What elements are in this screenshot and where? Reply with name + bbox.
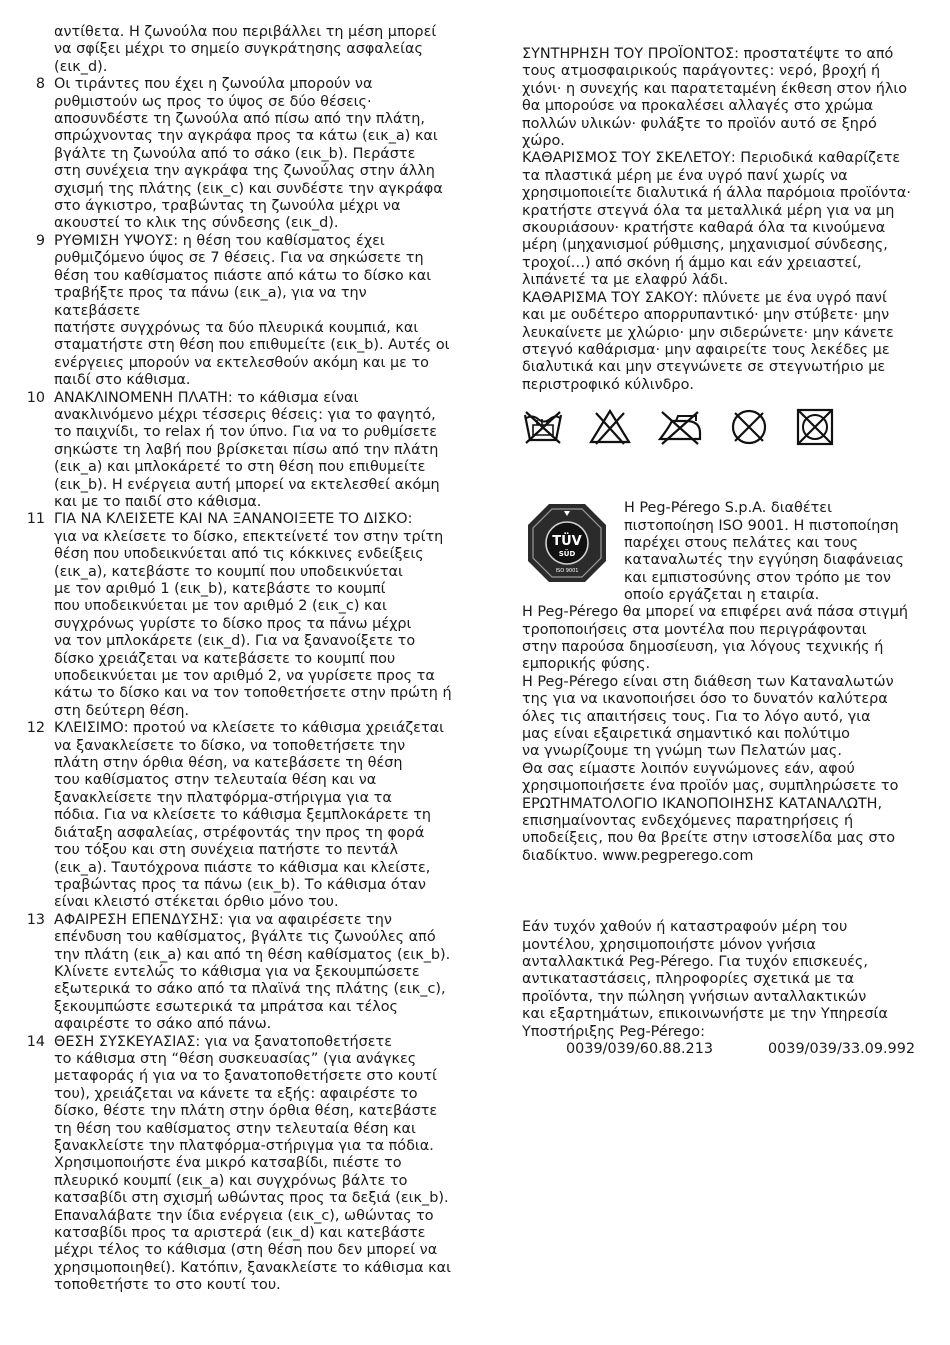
text-line: με τον αριθμό 1 (εικ_b), κατεβάστε το κουμπί [54,581,386,597]
text-line: επένδυση του καθίσματος, βγάλτε τις ζωνούλες από [54,929,436,946]
item-number: 12 [26,720,45,737]
text-line: χρησιμοποιηθεί). Κατόπιν, ξανακλείστε το κάθισμα και [54,1259,451,1276]
text-line: περιστροφικό κύλινδρο. [522,376,694,393]
text-line: να ξανακλείσετε το δίσκο, να τοποθετήσετε την [54,737,406,754]
text-line: ρυθμιστούν ως προς το ύψος σε δύο θέσεις· [54,93,372,110]
text-line: δίσκο χρειάζεται να κατεβάσετε το κουμπί που [54,650,396,667]
text-line: πλάτη στην όρθια θέση, να κατεβάσετε τη θέση [54,755,403,772]
logo-standard: ISO 9001 [555,568,579,575]
text-line: σταματήστε στη θέση που επιθυμείτε (εικ_b). Αυτές οι [54,337,450,354]
text-line: πόδια. Για να κλείσετε το κάθισμα ξεμπλοκάρετε τη [54,807,432,824]
text-line: (εικ_a), κατεβάστε το κουμπί που υποδεικνύεται [54,563,403,580]
text-line: υποδείξεις, που θα βρείτε στην ιστοσελίδα μας στο [522,830,896,847]
text-line: βγάλτε τη ζωνούλα από το σάκο (εικ_b). Περάστε [54,145,416,162]
text-line: το παιχνίδι, το relax ή τον ύπνο. Για να το ρυθμίσετε [54,424,437,441]
tuv-sud-logo [526,502,608,584]
text-line: θέση του καθίσματος πιάστε από κάτω το δίσκο και [54,267,432,284]
instruction-item [24,1034,456,1295]
no-wash-icon [522,407,564,447]
text-line: δίσκο, θέστε την πλάτη στην όρθια θέση, κατεβάστε [54,1103,438,1120]
spare-parts-text [522,919,918,1041]
text-line: (εικ_a). Ταυτόχρονα πιάστε το κάθισμα και κλείστε, [54,859,431,876]
text-line: θα μπορούσε να προκαλέσει αλλαγές στο χρώμα [522,98,874,115]
text-line: κάτω το δίσκο και να τον τοποθετήσετε στην πρώτη ή [54,685,452,702]
text-line: Οι τιράντες που έχει η ζωνούλα μπορούν να [54,76,373,93]
text-line: θέση που υποδεικνύεται από τις κόκκινες ενδείξεις [54,546,424,563]
phone-number: 0039/039/60.88.213 [566,1041,714,1058]
text-line: ΕΡΩΤΗΜΑΤΟΛΟΓΙΟ ΙΚΑΝΟΠΟΙΗΣΗΣ ΚΑΤΑΝΑΛΩΤΗ, [522,795,883,812]
text-line: κρατήστε στεγνά όλα τα μεταλλικά μέρη για να μη [522,202,895,219]
text-line: του), χρειάζεται να κάνετε τα εξής: αφαιρέστε το [54,1085,418,1102]
text-line: χώρο. [522,133,565,150]
text-line: στο άγκιστρο, τραβώντας τη ζωνούλα μέχρι να [54,198,401,215]
instruction-item [24,233,456,390]
text-line: να γνωρίζουμε τη γνώμη των Πελατών μας. [522,743,842,760]
text-line: και με ουδέτερο απορρυπαντικό· μην στύβετε· μην [522,307,890,324]
text-line: ξανακλείσετε την πλατφόρμα-στήριγμα για τα [54,789,392,806]
text-line: στη δεύτερη θέση. [54,702,190,719]
text-line: χρησιμοποιείτε διαλυτικά ή άλλα παρόμοια προϊόντα· [522,185,911,202]
text-line: ΚΑΘΑΡΙΣΜΑ ΤΟΥ ΣΑΚΟΥ: πλύνετε με ένα υγρό πανί [522,289,887,306]
left-column [24,24,456,1295]
logo-brand: TÜV [552,534,582,550]
intro-text [24,24,456,76]
text-line: ΑΦΑΙΡΕΣΗ ΕΠΕΝΔΥΣΗΣ: για να αφαιρέσετε την [54,911,392,928]
text-line: της για να ικανοποιήσει όσο το δυνατόν καλύτερα [522,691,888,708]
text-line: ΣΥΝΤΗΡΗΣΗ ΤΟΥ ΠΡΟΪΟΝΤΟΣ: προστατέψτε το από [522,46,894,62]
item-number: 8 [35,76,45,93]
instruction-item [24,390,456,512]
text-line: πατήστε συγχρόνως τα δύο πλευρικά κουμπιά, και [54,319,419,336]
text-line: μέρη (μηχανισμοί ρύθμισης, μηχανισμοί σύνδεσης, [522,237,888,254]
item-number: 9 [35,232,45,249]
text-line: ΡΥΘΜΙΣΗ ΥΨΟΥΣ: η θέση του καθίσματος έχει [54,232,385,249]
instruction-item [24,720,456,911]
text-line: καταναλωτές την εγγύηση διαφάνειας [624,552,904,569]
certification-text [624,500,918,604]
text-line: σχισμή της πλάτης (εικ_c) και συνδέστε την αγκράφα [54,180,443,197]
text-line: σηκώστε τη λαβή που βρίσκεται πίσω από την πλάτη [54,441,439,458]
text-line: που υποδεικνύεται με τον αριθμό 2 (εικ_c) και [54,598,387,615]
company-statement [522,604,918,865]
text-line: οποίο εργάζεται η εταιρία. [624,587,820,604]
text-line: χιόνι· η συνεχής και παρατεταμένη έκθεση στον ήλιο [522,80,908,97]
no-iron-icon [656,407,704,447]
no-bleach-icon [588,407,632,447]
text-line: ενέργειες μπορούν να εκτελεσθούν ακόμη και με το [54,354,429,371]
text-line: και με το παιδί στο κάθισμα. [54,493,262,510]
text-line: πλευρικό κουμπί (εικ_a) και συγχρόνως βάλτε το [54,1172,408,1189]
text-line: ανταλλακτικά Peg-Pérego. Για τυχόν επισκευές, [522,954,868,971]
text-line: (εικ_a) και μπλοκάρετέ το στη θέση που επιθυμείτε [54,459,426,476]
text-line: συγχρόνως γυρίστε το δίσκο προς τα πάνω μέχρι [54,615,412,632]
text-line: μέχρι τέλος το κάθισμα (στη θέση που δεν μπορεί να [54,1242,438,1259]
text-line: Η Peg-Pérego θα μπορεί να επιφέρει ανά πάσα στιγμή [522,604,908,621]
text-line: ΑΝΑΚΛΙΝΟΜΕΝΗ ΠΛΑΤΗ: το κάθισμα είναι [54,389,359,406]
text-line: στη συνέχεια την αγκράφα της ζωνούλας στην άλλη [54,163,435,180]
text-line: τοποθετήστε το στο κουτί του. [54,1277,281,1294]
text-line: επισημαίνοντας ενδεχόμενες παρατηρήσεις ή [522,813,854,829]
text-line: και εξαρτημάτων, επικοινωνήστε με την Υπηρεσία [522,1006,888,1023]
text-line: στην παρούσα δημοσίευση, για λόγους τεχνικής ή [522,638,884,655]
care-symbols [522,407,918,447]
phone-numbers [522,1041,918,1059]
text-line: Επαναλάβατε την ίδια ενέργεια (εικ_c), ωθώντας το [54,1207,434,1224]
text-line: (εικ_b). Η ενέργεια αυτή μπορεί να εκτελεσθεί ακόμη [54,476,440,493]
text-line: ρυθμιζόμενο ύψος σε 7 θέσεις. Για να σηκώσετε τη [54,250,424,267]
text-line: πιστοποίηση ISO 9001. Η πιστοποίηση [624,517,899,534]
text-line: σπρώχνοντας την αγκράφα προς τα κάτω (εικ_a) και [54,128,438,145]
instruction-list [24,76,456,1294]
text-line: τροποποιήσεις στα μοντέλα που περιγράφονται [522,621,867,638]
text-line: κατσαβίδι στη σχισμή ωθώντας προς τα δεξιά (εικ_b). [54,1190,449,1207]
text-line: Κλίνετε εντελώς το κάθισμα για να ξεκουμπώσετε [54,963,420,980]
text-line: παρέχει στους πελάτες και τους [624,534,859,551]
text-line: αντικαταστάσεις, πληροφορίες σχετικά με τα [522,971,855,988]
text-line: προϊόντα, την πώληση γνήσιων ανταλλακτικών [522,988,867,1005]
text-line: το κάθισμα στη “θέση συσκευασίας” (για ανάγκες [54,1050,417,1067]
text-line: ανακλινόμενο μέχρι τέσσερις θέσεις: για το φαγητό, [54,406,436,423]
text-line: την πλάτη (εικ_a) και από τη θέση καθίσματος (εικ_b). [54,946,451,963]
logo-sub: SÜD [558,550,576,559]
text-line: να σφίξει μέχρι το σημείο συγκράτησης ασφαλείας [54,41,423,58]
no-tumble-dry-icon [794,407,836,447]
text-line: ξανακλείστε την πλατφόρμα-στήριγμα για τα πόδια. [54,1138,434,1154]
text-line: χρησιμοποιήσετε ένα προϊόν μας, συμπληρώσετε το [522,778,899,795]
text-line: ΚΑΘΑΡΙΣΜΟΣ ΤΟΥ ΣΚΕΛΕΤΟΥ: Περιοδικά καθαρίζετε [522,150,901,167]
text-line: κατσαβίδι προς τα αριστερά (εικ_d) και κατεβάστε [54,1225,426,1242]
text-line: Υποστήριξης Peg-Pérego: [522,1023,705,1040]
text-line: να τον μπλοκάρετε (εικ_d). Για να ξανανοίξετε το [54,633,416,650]
text-line: εξωτερικά το σάκο από τα πλαϊνά της πλάτης (εικ_c), [54,981,446,998]
text-line: διαδίκτυο. www.pegperego.com [522,847,754,864]
text-line: του τόξου και στη συνέχεια πατήστε το πεντάλ [54,842,399,859]
text-line: και εμπιστοσύνης στον τρόπο με τον [624,569,891,586]
text-line: Χρησιμοποιήστε ένα μικρό κατσαβίδι, πιέστε το [54,1155,402,1172]
text-line: λιπάνετέ τα με ελαφρύ λάδι. [522,272,729,289]
text-line: τους ατμοσφαιρικούς παράγοντες: νερό, βροχή ή [522,63,881,80]
text-line: του καθίσματος στην τελευταία θέση και να [54,772,377,789]
text-line: τραβήξτε προς τα πάνω (εικ_a), για να την κατεβάσετε [54,285,367,319]
text-line: διάταξη ασφαλείας, στρέφοντάς την προς τη φορά [54,824,425,841]
text-line: ΘΕΣΗ ΣΥΣΚΕΥΑΣΙΑΣ: για να ξανατοποθετήσετε [54,1033,392,1050]
item-number: 14 [26,1033,45,1050]
text-line: παιδί στο κάθισμα. [54,372,191,389]
text-line: Η Peg-Pérego S.p.A. διαθέτει [624,500,832,517]
text-line: αφαιρέστε το σάκο από πάνω. [54,1016,272,1033]
text-line: Η Peg-Pérego είναι στη διάθεση των Καταναλωτών [522,673,894,690]
item-number: 10 [26,389,45,406]
text-line: τραβώντας προς τα πάνω (εικ_b). Το κάθισμα όταν [54,876,426,893]
text-line: είναι κλειστό στέκεται όρθιο μόνο του. [54,894,339,911]
certification-block [522,500,918,604]
text-line: (εικ_d). [54,58,108,75]
item-number: 13 [26,911,45,928]
text-line: για να κλείσετε το δίσκο, επεκτείνετέ τον στην τρίτη [54,528,444,545]
text-line: όλες τις απαιτήσεις τους. Για το λόγο αυτό, για [522,708,871,725]
text-line: ΚΛΕΙΣΙΜΟ: προτού να κλείσετε το κάθισμα χρειάζεται [54,720,444,737]
text-line: υποδεικνύεται με τον αριθμό 2, να γυρίσετε προς τα [54,668,435,685]
text-line: μεταφοράς ή για να το ξανατοποθετήσετε στο κουτί [54,1068,437,1085]
text-line: στεγνό καθάρισμα· μην αφαιρείτε τους λεκέδες με [522,341,890,358]
right-column [522,46,918,1059]
text-line: ακουστεί το κλικ της σύνδεσης (εικ_d). [54,215,339,232]
instruction-item [24,511,456,720]
text-line: ξεκουμπώστε εσωτερικά τα μπράτσα και τέλος [54,998,398,1015]
text-line: μοντέλου, χρησιμοποιήστε μόνον γνήσια [522,936,816,953]
text-line: λευκαίνετε με χλώριο· μην σιδερώνετε· μην κάνετε [522,324,894,341]
text-line: αντίθετα. Η ζωνούλα που περιβάλλει τη μέση μπορεί [54,24,437,40]
text-line: Θα σας είμαστε λοιπόν ευγνώμονες εάν, αφού [522,760,855,777]
text-line: σκουριάσουν· κρατήστε καθαρά όλα τα κινούμενα [522,220,886,237]
text-line: εμπορικής φύσης. [522,656,651,673]
item-number: 11 [26,511,45,528]
text-line: αποσυνδέστε τη ζωνούλα από πίσω από την πλάτη, [54,111,425,128]
instruction-item [24,76,456,233]
text-line: πολλών υλικών· φυλάξτε το προϊόν αυτό σε ξηρό [522,115,877,132]
text-line: τη θέση του καθίσματος στην τελευταία θέση και [54,1120,416,1137]
no-dry-clean-icon [728,407,770,447]
text-line: διαλυτικά και μην στεγνώνετε σε στεγνωτήριο με [522,359,886,376]
text-line: τα πλαστικά μέρη με ένα υγρό πανί χωρίς να [522,167,848,184]
text-line: μας είναι εξαιρετικά σημαντικό και πολύτιμο [522,725,850,742]
care-instructions [522,46,918,394]
text-line: τροχοί…) από σκόνη ή άμμο και εάν χρειαστεί, [522,254,862,271]
instruction-item [24,912,456,1034]
phone-number: 0039/039/33.09.992 [768,1041,916,1058]
text-line: ΓΙΑ ΝΑ ΚΛΕΙΣΕΤΕ ΚΑΙ ΝΑ ΞΑΝΑΝΟΙΞΕΤΕ ΤΟ ΔΙΣΚΟ: [54,511,413,528]
text-line: Εάν τυχόν χαθούν ή καταστραφούν μέρη του [522,919,848,936]
